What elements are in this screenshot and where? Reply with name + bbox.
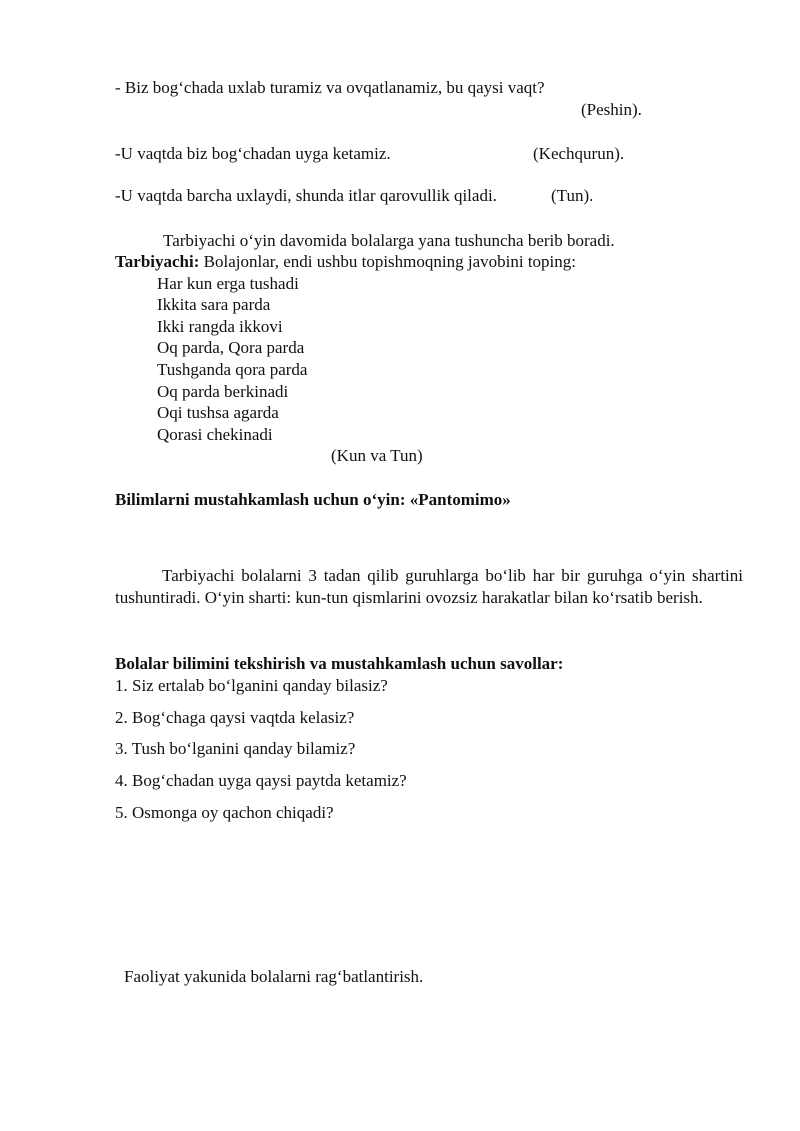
riddle-line: Qorasi chekinadi (157, 425, 273, 444)
game-paragraph: Tarbiyachi bolalarni 3 tadan qilib guruhlarga bo‘lib har bir guruhga o‘yin shartini tushuntiradi. O‘yin sharti: kun-tun qismlarini ovozsiz harakatlar bilan ko‘rsatib berish. (115, 566, 743, 607)
dialogue-answer-1: (Peshin). (581, 100, 642, 119)
teacher-text: Bolajonlar, endi ushbu topishmoqning javobini toping: (199, 252, 576, 271)
riddle-line: Ikkita sara parda (157, 295, 271, 314)
dialogue-question-2: -U vaqtda biz bog‘chadan uyga ketamiz. (115, 144, 391, 163)
questions-heading: Bolalar bilimini tekshirish va mustahkamlash uchun savollar: (115, 654, 564, 673)
riddle-line: Har kun erga tushadi (157, 274, 299, 293)
riddle-line: Oq parda, Qora parda (157, 338, 305, 357)
question-item: 4. Bog‘chadan uyga qaysi paytda ketamiz? (115, 771, 407, 790)
intro-line: Tarbiyachi o‘yin davomida bolalarga yana tushuncha berib boradi. (163, 231, 615, 250)
dialogue-question-1: - Biz bog‘chada uxlab turamiz va ovqatlanamiz, bu qaysi vaqt? (115, 78, 545, 97)
dialogue-answer-3: (Tun). (551, 186, 594, 205)
dialogue-question-3: -U vaqtda barcha uxlaydi, shunda itlar qarovullik qiladi. (115, 186, 497, 205)
riddle-answer: (Kun va Tun) (331, 446, 423, 465)
question-item: 5. Osmonga oy qachon chiqadi? (115, 803, 334, 822)
game-heading: Bilimlarni mustahkamlash uchun o‘yin: «Pantomimo» (115, 490, 511, 509)
question-item: 1. Siz ertalab bo‘lganini qanday bilasiz? (115, 676, 388, 695)
riddle-line: Tushganda qora parda (157, 360, 308, 379)
teacher-label: Tarbiyachi: (115, 252, 200, 271)
riddle-line: Ikki rangda ikkovi (157, 317, 283, 336)
teacher-line (115, 251, 576, 272)
closing-line: Faoliyat yakunida bolalarni rag‘batlantirish. (124, 967, 424, 986)
riddle-line: Oqi tushsa agarda (157, 403, 279, 422)
riddle-line: Oq parda berkinadi (157, 382, 289, 401)
dialogue-answer-2: (Kechqurun). (533, 144, 625, 163)
question-item: 3. Tush bo‘lganini qanday bilamiz? (115, 739, 356, 758)
question-item: 2. Bog‘chaga qaysi vaqtda kelasiz? (115, 708, 355, 727)
